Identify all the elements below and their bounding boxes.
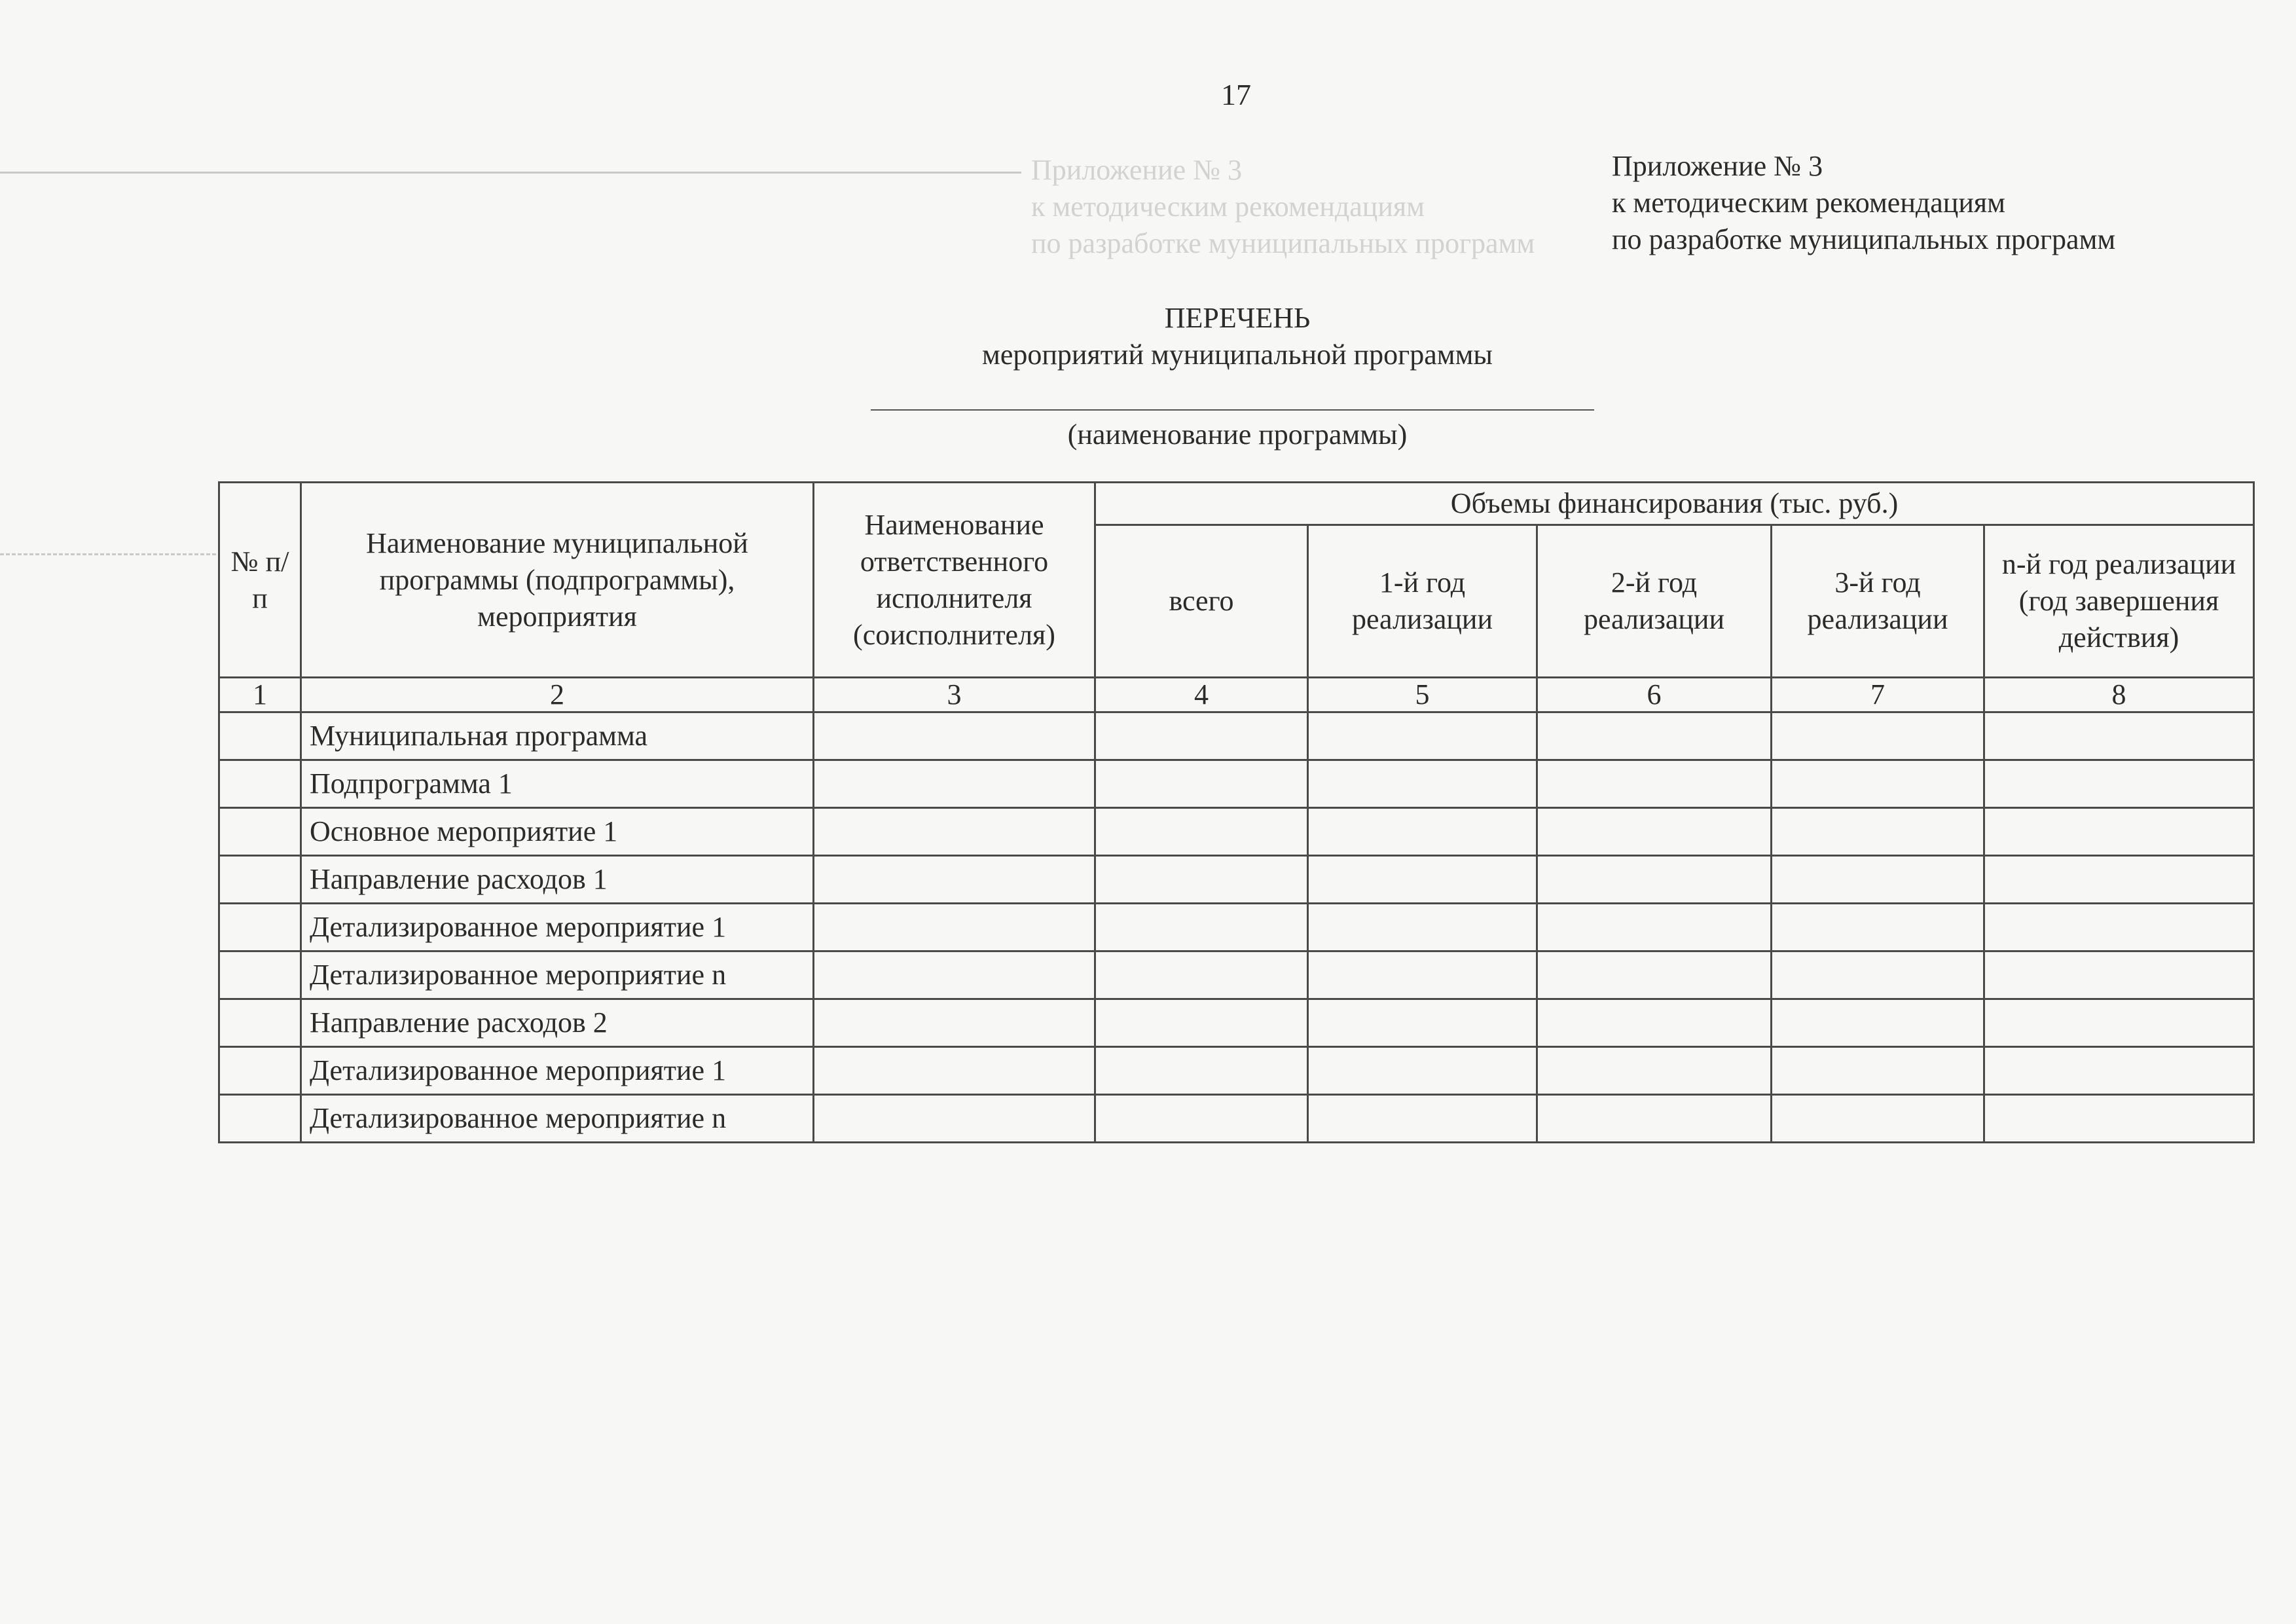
year-1-cell	[1308, 1047, 1537, 1095]
executor-cell	[814, 999, 1095, 1047]
year-3-cell	[1772, 1047, 1984, 1095]
year-n-cell	[1984, 1095, 2254, 1143]
executor-cell	[814, 760, 1095, 808]
appendix-line-2: к методическим рекомендациям	[1612, 187, 2005, 219]
header-number: № п/п	[219, 483, 301, 678]
year-2-cell	[1537, 951, 1772, 999]
total-cell	[1095, 760, 1308, 808]
year-1-cell	[1308, 808, 1537, 856]
table-row	[219, 712, 2254, 760]
column-number: 4	[1095, 678, 1308, 712]
executor-cell	[814, 712, 1095, 760]
total-cell	[1095, 951, 1308, 999]
header-funding-volumes: Объемы финансирования (тыс. руб.)	[1095, 483, 2254, 525]
column-number: 8	[1984, 678, 2254, 712]
column-number: 3	[814, 678, 1095, 712]
program-name-caption: (наименование программы)	[1067, 418, 1408, 451]
year-1-cell	[1308, 856, 1537, 904]
row-number-cell	[219, 951, 301, 999]
year-3-cell	[1772, 951, 1984, 999]
program-name-blank-line	[871, 409, 1594, 411]
year-3-cell	[1772, 712, 1984, 760]
header-executor: Наименование ответственного исполнителя (соисполнителя)	[814, 483, 1095, 678]
year-3-cell	[1772, 1095, 1984, 1143]
executor-cell	[814, 904, 1095, 951]
scan-artifact-line	[0, 553, 216, 555]
year-1-cell	[1308, 1095, 1537, 1143]
column-number: 7	[1772, 678, 1984, 712]
total-cell	[1095, 1095, 1308, 1143]
table-row	[219, 904, 2254, 951]
total-cell	[1095, 999, 1308, 1047]
column-number: 2	[301, 678, 814, 712]
executor-cell	[814, 808, 1095, 856]
table-row	[219, 760, 2254, 808]
year-2-cell	[1537, 1095, 1772, 1143]
row-name: Направление расходов 2	[301, 999, 814, 1047]
table-row	[219, 999, 2254, 1047]
header-year-n: n-й год реализации (год завершения действия)	[1984, 525, 2254, 678]
row-name: Муниципальная программа	[301, 712, 814, 760]
year-3-cell	[1772, 904, 1984, 951]
table-row	[219, 1095, 2254, 1143]
row-name: Детализированное мероприятие n	[301, 1095, 814, 1143]
year-1-cell	[1308, 999, 1537, 1047]
column-number: 6	[1537, 678, 1772, 712]
page-number: 17	[1221, 78, 1251, 111]
row-number-cell	[219, 904, 301, 951]
year-1-cell	[1308, 760, 1537, 808]
year-n-cell	[1984, 808, 2254, 856]
year-3-cell	[1772, 760, 1984, 808]
measures-table	[218, 481, 2255, 1143]
appendix-line-1: Приложение № 3	[1612, 150, 1823, 182]
total-cell	[1095, 712, 1308, 760]
header-program-name: Наименование муниципальной программы (подпрограммы), мероприятия	[301, 483, 814, 678]
row-name: Направление расходов 1	[301, 856, 814, 904]
row-number-cell	[219, 999, 301, 1047]
year-n-cell	[1984, 760, 2254, 808]
year-1-cell	[1308, 712, 1537, 760]
year-2-cell	[1537, 856, 1772, 904]
year-1-cell	[1308, 951, 1537, 999]
year-n-cell	[1984, 1047, 2254, 1095]
scan-artifact-line	[0, 172, 1021, 174]
header-total: всего	[1095, 525, 1308, 678]
row-name: Основное мероприятие 1	[301, 808, 814, 856]
document-title	[786, 300, 1689, 373]
year-2-cell	[1537, 712, 1772, 760]
table-row	[219, 1047, 2254, 1095]
year-2-cell	[1537, 1047, 1772, 1095]
row-number-cell	[219, 808, 301, 856]
table-row	[219, 856, 2254, 904]
column-number: 5	[1308, 678, 1537, 712]
year-1-cell	[1308, 904, 1537, 951]
row-number-cell	[219, 856, 301, 904]
year-2-cell	[1537, 904, 1772, 951]
year-n-cell	[1984, 712, 2254, 760]
column-number: 1	[219, 678, 301, 712]
appendix-reference	[1612, 148, 2115, 258]
year-2-cell	[1537, 808, 1772, 856]
year-2-cell	[1537, 760, 1772, 808]
year-n-cell	[1984, 999, 2254, 1047]
title-subheading: мероприятий муниципальной программы	[981, 339, 1493, 371]
row-name: Детализированное мероприятие n	[301, 951, 814, 999]
total-cell	[1095, 856, 1308, 904]
row-name: Детализированное мероприятие 1	[301, 1047, 814, 1095]
year-n-cell	[1984, 904, 2254, 951]
executor-cell	[814, 856, 1095, 904]
title-heading: ПЕРЕЧЕНЬ	[1164, 302, 1311, 334]
row-number-cell	[219, 760, 301, 808]
total-cell	[1095, 904, 1308, 951]
year-3-cell	[1772, 808, 1984, 856]
executor-cell	[814, 1095, 1095, 1143]
table-row	[219, 808, 2254, 856]
total-cell	[1095, 808, 1308, 856]
row-name: Детализированное мероприятие 1	[301, 904, 814, 951]
year-n-cell	[1984, 856, 2254, 904]
appendix-line-3: по разработке муниципальных программ	[1612, 223, 2116, 255]
row-number-cell	[219, 712, 301, 760]
header-year-3: 3-й год реализации	[1772, 525, 1984, 678]
header-year-1: 1-й год реализации	[1308, 525, 1537, 678]
executor-cell	[814, 951, 1095, 999]
total-cell	[1095, 1047, 1308, 1095]
header-year-2: 2-й год реализации	[1537, 525, 1772, 678]
year-3-cell	[1772, 856, 1984, 904]
row-name: Подпрограмма 1	[301, 760, 814, 808]
year-n-cell	[1984, 951, 2254, 999]
ghost-appendix-show-through: Приложение № 3 к методическим рекомендациям по разработке муниципальных программ	[1031, 154, 1535, 259]
row-number-cell	[219, 1095, 301, 1143]
year-3-cell	[1772, 999, 1984, 1047]
executor-cell	[814, 1047, 1095, 1095]
year-2-cell	[1537, 999, 1772, 1047]
column-number-row	[219, 678, 2254, 712]
row-number-cell	[219, 1047, 301, 1095]
table-row	[219, 951, 2254, 999]
